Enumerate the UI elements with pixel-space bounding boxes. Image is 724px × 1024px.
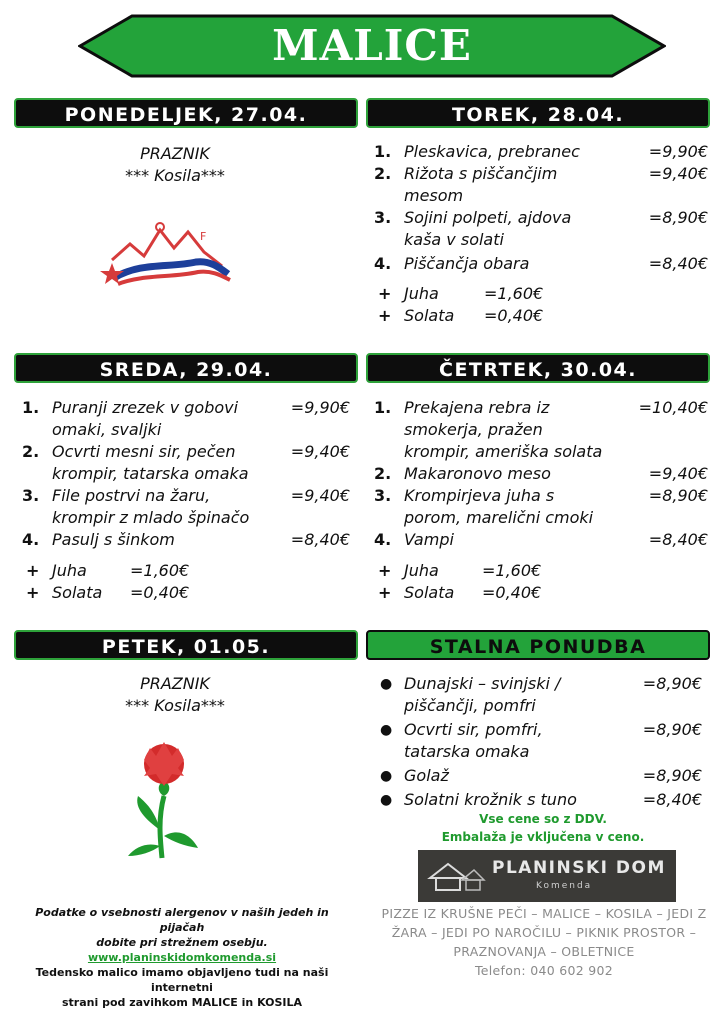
item-number: 1. [22,398,40,417]
item-name: Pleskavica, prebranec [404,142,580,161]
monday-note: *** Kosila*** [125,166,225,185]
item-price: =8,40€ [648,530,708,549]
allergen-note [14,905,350,1010]
monday-holiday: PRAZNIK [140,144,210,163]
item-price: =8,90€ [642,720,702,739]
list-item [374,789,710,811]
list-item [374,719,710,765]
item-number: 1. [374,398,392,417]
header-wednesday: SREDA, 29.04. [14,353,358,383]
logo-sub: Komenda [536,881,593,891]
item-price: =8,90€ [648,208,708,227]
extra-label: Solata [404,583,455,602]
item-number: 4. [374,530,392,549]
extra-item [374,283,710,305]
plus-sign: + [26,583,40,602]
item-name: Rižota s piščančjim [404,164,558,183]
list-item [374,529,710,560]
list-item [22,441,358,485]
list-item [374,765,710,789]
item-name-cont: krompir, tatarska omaka [52,464,249,483]
extra-label: Juha [404,561,439,580]
item-price: =8,90€ [648,486,708,505]
header-thursday: ČETRTEK, 30.04. [366,353,710,383]
logo-name: PLANINSKI DOM [492,858,666,878]
item-name: Ocvrti mesni sir, pečen [52,442,236,461]
plus-sign: + [378,284,392,303]
vat-note: Vse cene so z DDV. [479,812,607,826]
tuesday-menu [374,141,710,327]
item-price: =8,90€ [642,766,702,785]
item-name-cont: tatarska omaka [404,742,530,761]
services-line2: ŽARA – JEDI PO NAROČILU – PIKNIK PROSTOR – [391,925,697,940]
item-number: 1. [374,142,392,161]
extra-price: =1,60€ [484,284,544,303]
item-price: =8,40€ [648,254,708,273]
website-note-line1: Tedensko malico imamo objavljeno tudi na naši internetni [35,966,329,994]
allergen-line2: dobite pri strežnem osebju. [96,936,268,949]
extra-item [374,305,710,327]
website-note-line2: strani pod zavihkom MALICE in KOSILA [61,996,302,1009]
header-tuesday: TOREK, 28.04. [366,98,710,128]
extra-price: =1,60€ [482,561,542,580]
extra-label: Solata [404,306,455,325]
title-banner [78,14,666,78]
item-price: =9,90€ [648,142,708,161]
item-name: Puranji zrezek v gobovi [52,398,239,417]
page-title: MALICE [272,21,472,70]
item-price: =8,90€ [642,674,702,693]
extra-item [22,582,358,604]
list-item [374,253,710,283]
item-price: =8,40€ [290,530,350,549]
item-number: 3. [22,486,40,505]
bullet-icon: ● [380,792,393,808]
list-item [374,163,710,207]
bullet-icon: ● [380,768,393,784]
list-item [374,141,710,163]
item-number: 4. [374,254,392,273]
thursday-menu [374,397,710,604]
item-number: 2. [374,464,392,483]
item-name: Solatni krožnik s tuno [404,790,577,809]
item-name: Ocvrti sir, pomfri, [404,720,543,739]
item-name-cont: piščančji, pomfri [404,696,536,715]
item-name-cont: porom, marelični cmoki [404,508,594,527]
item-number: 2. [374,164,392,183]
item-name: Krompirjeva juha s [404,486,555,505]
list-item [374,397,710,463]
item-price: =9,40€ [290,442,350,461]
item-number: 3. [374,486,392,505]
phone-number: Telefon: 040 602 902 [474,963,614,978]
item-name: Piščančja obara [404,254,530,273]
item-name-cont: omaki, svaljki [52,420,162,439]
extra-item [22,560,358,582]
services-text [370,904,718,980]
plus-sign: + [378,561,392,580]
item-price: =9,40€ [290,486,350,505]
plus-sign: + [378,583,392,602]
extra-item [374,582,710,604]
website-link[interactable]: www.planinskidomkomenda.si [87,951,277,964]
item-name: Pasulj s šinkom [52,530,175,549]
item-name-cont: kaša v solati [404,230,504,249]
item-name-cont: mesom [404,186,464,205]
item-name-cont: krompir, ameriška solata [404,442,603,461]
header-friday: PETEK, 01.05. [14,630,358,660]
item-price: =9,90€ [290,398,350,417]
item-name: File postrvi na žaru, [52,486,211,505]
packaging-note: Embalaža je vključena v ceno. [441,830,645,844]
planinski-dom-logo [418,850,676,902]
extra-label: Solata [52,583,103,602]
services-line1: PIZZE IZ KRUŠNE PEČI – MALICE – KOSILA – JEDI Z [381,906,707,921]
extra-price: =1,60€ [130,561,190,580]
house-icon [426,860,486,894]
extra-label: Juha [52,561,87,580]
bullet-icon: ● [380,722,393,738]
friday-holiday: PRAZNIK [140,674,210,693]
item-name-cont: smokerja, pražen [404,420,543,439]
extra-item [374,560,710,582]
item-name: Golaž [404,766,449,785]
stalna-menu [374,673,710,811]
list-item [374,463,710,485]
extra-price: =0,40€ [484,306,544,325]
extra-price: =0,40€ [130,583,190,602]
bullet-icon: ● [380,676,393,692]
friday-note: *** Kosila*** [125,696,225,715]
services-line3: PRAZNOVANJA – OBLETNICE [453,944,635,959]
extra-label: Juha [404,284,439,303]
svg-text:F: F [200,230,207,243]
wednesday-menu [22,397,358,604]
carnation-icon [120,738,210,864]
item-name: Dunajski – svinjski / [404,674,561,693]
item-number: 2. [22,442,40,461]
item-name: Sojini polpeti, ajdova [404,208,572,227]
allergen-line1: Podatke o vsebnosti alergenov v naših jedeh in pijačah [35,906,329,934]
extra-price: =0,40€ [482,583,542,602]
header-monday: PONEDELJEK, 27.04. [14,98,358,128]
list-item [374,673,710,719]
item-name: Vampi [404,530,454,549]
header-stalna-ponudba: STALNA PONUDBA [366,630,710,660]
list-item [22,397,358,441]
item-price: =9,40€ [648,164,708,183]
item-number: 4. [22,530,40,549]
item-number: 3. [374,208,392,227]
list-item [374,485,710,529]
item-name: Prekajena rebra iz [404,398,550,417]
list-item [22,485,358,529]
item-name-cont: krompir z mlado špinačo [52,508,250,527]
item-price: =10,40€ [638,398,708,417]
item-price: =9,40€ [648,464,708,483]
mountain-logo-icon [100,218,235,293]
list-item [22,529,358,560]
plus-sign: + [378,306,392,325]
plus-sign: + [26,561,40,580]
item-name: Makaronovo meso [404,464,551,483]
item-price: =8,40€ [642,790,702,809]
list-item [374,207,710,253]
